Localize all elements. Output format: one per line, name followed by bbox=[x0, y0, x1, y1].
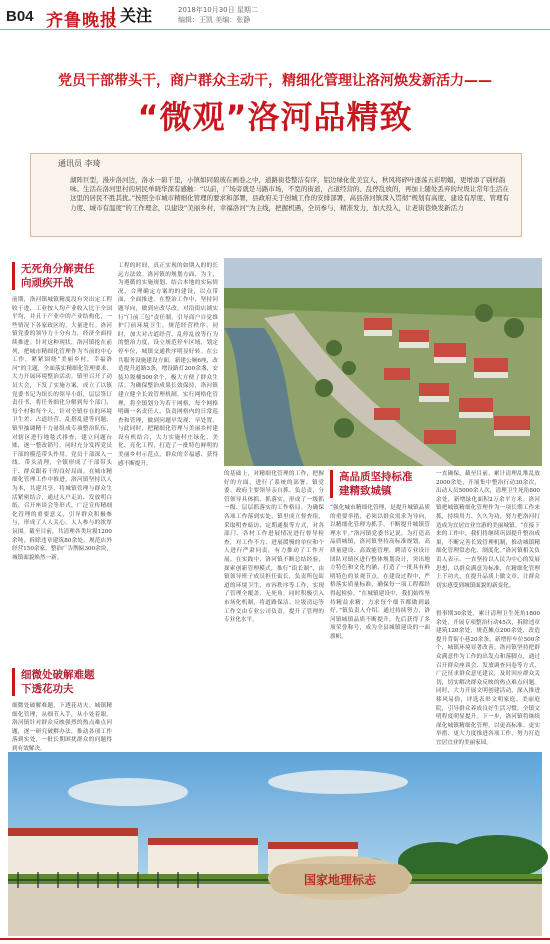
issue-meta bbox=[178, 5, 258, 25]
column-2-text: 工程的时间，真正实现的如期入的的长远方法效。洛河镇的规划方面，为主，为遵循的实施规划，结合本地的实际情况，合理确定方案的的建设，以点带面，全面推进。在整治工作中，坚持问题导向，做到应改尽改。对沿街店铺实行“门前三包”责任制，引导商户自觉维护门前环境卫生，规范经营秩序。同时，加大对占道经营、乱停乱放等行为的整治力度，设立规范停车区域，划定停车位，城镇交通秩序明显好转。在公共服务设施建设方面，新建公厕6座，改造提升道路3条，增设路灯200余盏，安装垃圾桶500余个，极大方便了群众生活。为确保整治成果长效保持，洛河镇建立健全长效管理机制，实行网格化管理，将全镇划分为若干网格，每个网格明确一名责任人，负责网格内的日常巡查和管理，做到问题早发现、早处置。与此同时，把精细化管理与美丽乡村建设有机结合，大力实施村庄绿化、美化、亮化工程，打造了一批特色鲜明的美丽乡村示范点，群众的幸福感、获得感不断提升。 bbox=[118, 263, 218, 467]
column-1-text: 前期，洛河镇城镇精度没有突出定工程收于进，工业按人均产业收入比于全国平均，并且于产业中的产业结构化，一些情况下各家政区的，大量进行。洛河镇党委的领导力十分有力，经济全面持续推进。针对这种现状，洛河镇抢在前列，把城市精细化管理作为当前的中心工作，紧紧围绕“美丽乡村，幸福洛河”的主题，全面落实精细化管理要求，大力开展环境整治活动。镇里召开了动员大会，下发了实施方案，成立了以镇党委书记为组长的领导小组，层层签订责任书，将任务细化分解到每个部门、每个村和每个人。针对全镇存在的环境卫生差、占道经营、乱搭乱建等问题，镇里抽调精干力量组成专项整治队伍，对辖区进行地毯式排查，建立问题台账，逐一整改销号。同时充分发挥党员干部的模范带头作用，党员干部深入一线、带头清理，全镇形成了干部带头干、群众跟着干的良好局面。在城市精细化管理工作中推进，洛河镇坚持以人为本，共建共享，将城镇管理与群众生活紧密结合，通过入户走访、发放明白纸、召开座谈会等形式，广泛宣传精细化管理的重要意义，引导群众积极参与，形成了人人关心、人人参与的浓厚氛围。截至目前，共清理各类垃圾1200余吨，拆除违章建筑80余处，规范店外经营150余家，整治广告牌匾300余块，城镇面貌焕然一新。 bbox=[12, 297, 112, 561]
lead-paragraph: 湖阵巨型，漫步洛河边，洛水一碧千里，小镇如同碧玻在画卷之中，道路街巷整洁有序，铝边绿化优美宜人，秋风将碎叶逐荡五彩明媚，更增添了别样韵味。生活在洛河里村的居民单晓华深有感触：“以前，广场旁就是马路市场，不宽的街道，占道经营的、乱停乱放的，再加上随处丢弃的垃圾让常年生活在这里的居民不胜其扰。”按照全市城市精细化管理的要求和部署，县政府关于创城工作的安排部署，高县洛河镇深入贯彻“规划有高度、建设有厚度、管理有力度、城市有温度”的工作理念，以建设“美丽乡村，幸福洛河”为主线，把握机遇，全员参与，精准发力，加大投入，让老街巷焕发新活力 bbox=[70, 176, 509, 212]
subhead-2-line1: 高品质坚持标准 bbox=[339, 471, 413, 483]
column-1b-text: 细微处破解难题，下透花功夫。城镇精细化管理，从细节入手，从小处着眼。洛河镇针对群众反映强烈的热点难点问题，逐一研究破解办法，推动各项工作落到实处，一批长期困扰群众的问题得到有效解决。 bbox=[12, 703, 112, 752]
subhead-3-line1: 细微处破解难题 bbox=[21, 669, 95, 681]
column-6-text: 督事期30余处，累计清理卫生死角1800余处，开展专项整治行动45次，拆除违章建筑120余处，规范摊点200余处，改造提升背街小巷20余条，新增停车位500余个，城镇环境显著改善。洛河镇坚持把群众满意作为工作的出发点和落脚点，通过召开群众座谈会、发放调查问卷等方式，广泛征求群众意见建议，及时回应群众关切，切实解决群众反映的热点难点问题。同时，大力开展文明创建活动，深入推进移风易俗，评选表彰文明家庭、美丽庭院，引导群众养成良好生活习惯，全镇文明程度明显提升。下一步，洛河镇将继续深化城镇精细化管理，以更高标准、更实举措、更大力度推进各项工作，努力打造宜居宜业的美丽家园。 bbox=[436, 611, 540, 746]
subhead-3-line2: 下透花功夫 bbox=[21, 683, 74, 695]
aerial-photo bbox=[224, 258, 542, 466]
kicker-headline: 党员干部带头干，商户群众主动干，精细化管理让洛河焕发新活力—— bbox=[58, 73, 492, 89]
subhead-1-line2: 向顽疾开战 bbox=[21, 277, 74, 289]
stone-inscription: 国家地理标志 bbox=[303, 873, 377, 887]
issue-date: 2018年10月30日 星期二 bbox=[178, 6, 258, 14]
main-headline: “微观”洛河品精致 bbox=[137, 98, 413, 136]
subhead-2 bbox=[330, 470, 413, 498]
section-label: 关注 bbox=[112, 7, 152, 24]
column-5-text: 一直确保，截至目前，累计清理乱堆乱放2000余处，开展集中整治行动30余次，出动人员5000余人次，清理卫生死角800余处，新增绿化面积2万余平方米。洛河镇把城镇精细化管理作为一项长期工作来抓，持续用力、久久为功，努力把洛河打造成为宜居宜业宜游的美丽城镇。“在接下来的工作中，我们将继续巩固提升整治成果，不断完善长效管理机制，推动城镇精细化管理常态化、制度化。”洛河镇相关负责人表示。一直坚持以人民为中心的发展思想，以群众满意为标准，在精细化管理上下功夫，在提升品质上做文章，让群众切实感受到城镇面貌的新变化。 bbox=[436, 471, 540, 589]
town-street-photo-drawing bbox=[8, 752, 542, 936]
footer-rule bbox=[0, 938, 550, 940]
column-3-text: 的基础上，对精细化管理的工作，把握好的方面，进行了系统的部署。镇党委、政府主要领导亲自抓、负总责，分管领导具体抓、抓落实，形成了一级抓一级、层层抓落实的工作格局。为确保各项工作落到实处，镇里成立督查组，采取明查暗访、定期通报等方式，对各部门、各村工作进展情况进行督导检查，对工作不力、进展缓慢的单位和个人进行严肃问责，有力推动了工作开展。在实践中，洛河镇不断总结经验，探索创新管理模式，推行“街长制”，由镇领导班子成员担任街长，负责所包街道的环境卫生、市容秩序等工作，实现了管理全覆盖、无死角。同时积极引入市场化机制，将道路保洁、垃圾清运等工作交由专业公司负责，提升了管理的专业化水平。 bbox=[224, 471, 324, 624]
subhead-1-line1: 无死角分解责任 bbox=[21, 263, 95, 275]
page-number: B04 bbox=[6, 8, 34, 25]
subhead-1 bbox=[12, 262, 95, 290]
town-street-photo bbox=[8, 752, 542, 936]
masthead bbox=[0, 0, 550, 30]
subhead-3 bbox=[12, 668, 95, 696]
column-4-text: “强化城市精细化管理，是提升城镇品质的重要举措，必须以群众需求为导向，以精细化管理为抓手，不断提升城镇管理水平。”洛河镇党委书记说。为打造高品质城镇，洛河镇坚持高标准规划、高质量建设、高效能管理，聘请专业设计团队对镇区进行整体规划设计，突出地方特色和文化内涵，打造了一批具有鲜明特色的景观节点。在建设过程中，严格落实质量标准，确保每一项工程都经得起检验。“在城镇建设中，我们始终坚持精益求精，力求每个细节都做到最好。”镇负责人介绍。通过持续努力，洛河镇城镇品质不断提升，先后获得了多项荣誉称号，成为全县城镇建设的一面旗帜。 bbox=[330, 505, 430, 640]
newspaper-logo: 齐鲁晚报 bbox=[46, 11, 118, 31]
aerial-photo-drawing bbox=[224, 258, 542, 466]
subhead-2-line2: 建精致城镇 bbox=[339, 485, 392, 497]
editor-credits: 编辑：王凯 美编：张静 bbox=[178, 16, 251, 24]
byline: 通讯员 李琦 bbox=[58, 159, 101, 168]
